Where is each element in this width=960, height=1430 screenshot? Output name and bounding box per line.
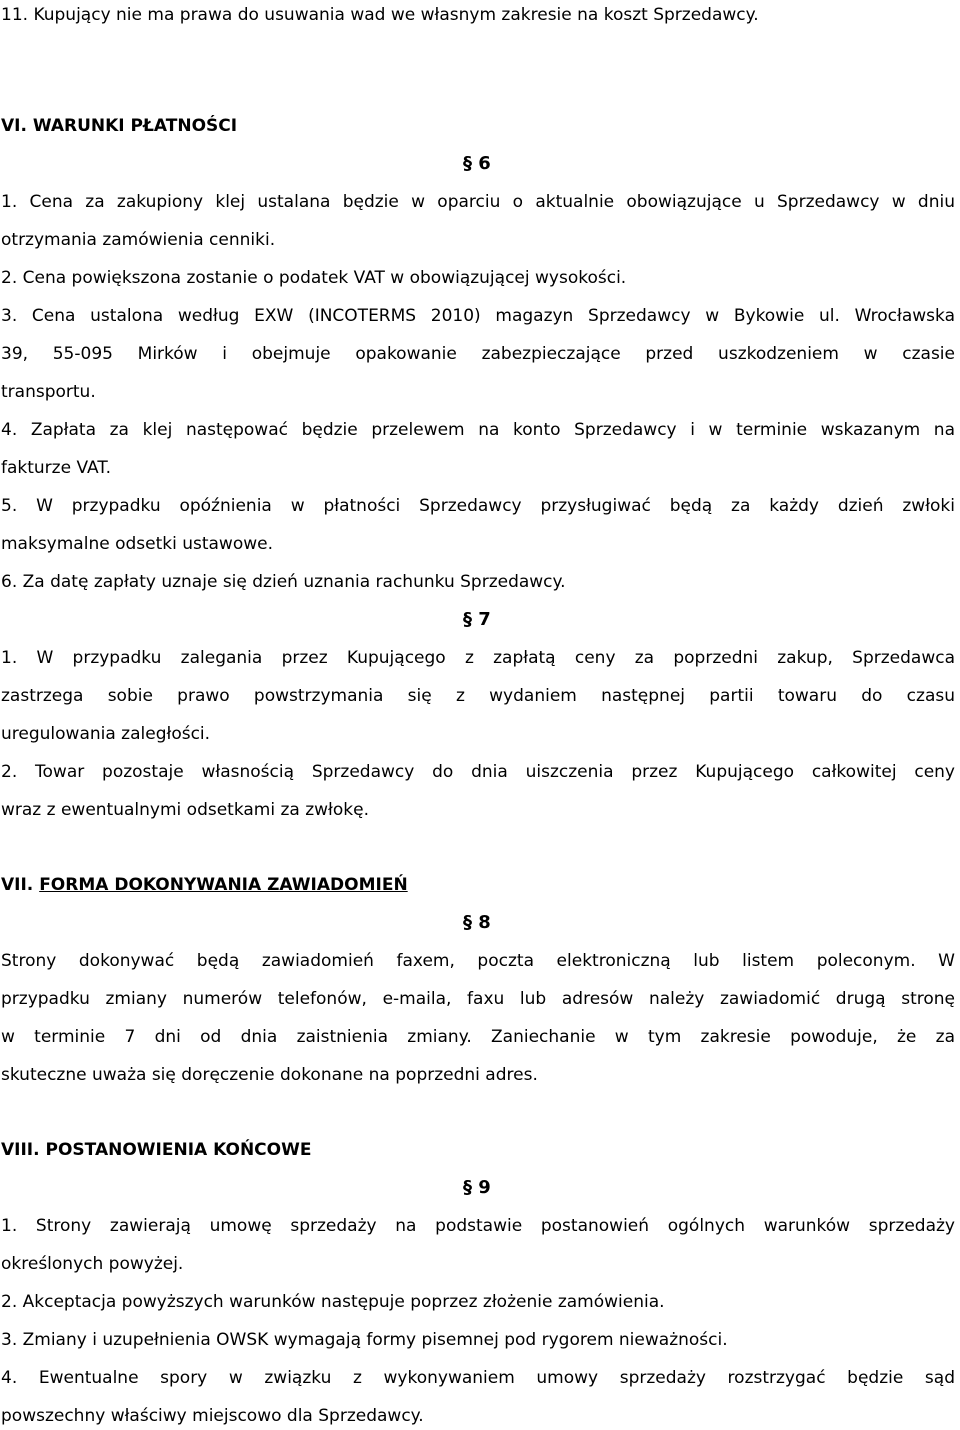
p8-line-2: przypadku zmiany numerów telefonów, e-maila, faxu lub adresów należy zawiadomić drugą stronę: [1, 989, 955, 1009]
paragraph-7-marker: § 7: [463, 609, 491, 630]
p9-item-4-line-2: powszechny właściwy miejscowo dla Sprzedawcy.: [1, 1406, 424, 1426]
p7-item-1-line-3: uregulowania zaległości.: [1, 724, 211, 744]
section-vii-number: VII.: [1, 875, 34, 895]
p8-line-4: skuteczne uważa się doręczenie dokonane na poprzedni adres.: [1, 1065, 538, 1085]
p6-item-5-line-2: maksymalne odsetki ustawowe.: [1, 534, 274, 554]
p6-item-4-line-2: fakturze VAT.: [1, 458, 112, 478]
p6-item-4-line-1: 4. Zapłata za klej następować będzie przelewem na konto Sprzedawcy i w terminie wskazanym na: [1, 420, 955, 440]
paragraph-6-marker: § 6: [463, 153, 491, 174]
p6-item-1-line-2: otrzymania zamówienia cenniki.: [1, 230, 276, 250]
paragraph-9-marker: § 9: [463, 1177, 491, 1198]
p6-item-5-line-1: 5. W przypadku opóźnienia w płatności Sprzedawcy przysługiwać będą za każdy dzień zwłoki: [1, 496, 955, 516]
p7-item-1-line-1: 1. W przypadku zalegania przez Kupującego z zapłatą ceny za poprzedni zakup, Sprzedawca: [1, 648, 955, 668]
p6-item-2: 2. Cena powiększona zostanie o podatek VAT w obowiązującej wysokości.: [1, 268, 627, 288]
p8-line-3: w terminie 7 dni od dnia zaistnienia zmiany. Zaniechanie w tym zakresie powoduje, że za: [1, 1027, 955, 1047]
p8-line-1: Strony dokonywać będą zawiadomień faxem, poczta elektroniczną lub listem poleconym. W: [1, 951, 955, 971]
p6-item-6: 6. Za datę zapłaty uznaje się dzień uznania rachunku Sprzedawcy.: [1, 572, 566, 592]
section-vii-heading: [1, 874, 408, 896]
p9-item-1-line-1: 1. Strony zawierają umowę sprzedaży na podstawie postanowień ogólnych warunków sprzedaży: [1, 1216, 955, 1236]
section-vi-heading: VI. WARUNKI PŁATNOŚCI: [1, 116, 238, 136]
clause-11: 11. Kupujący nie ma prawa do usuwania wad we własnym zakresie na koszt Sprzedawcy.: [1, 5, 759, 25]
p9-item-2: 2. Akceptacja powyższych warunków następuje poprzez złożenie zamówienia.: [1, 1292, 665, 1312]
p6-item-3-line-2: 39, 55-095 Mirków i obejmuje opakowanie zabezpieczające przed uszkodzeniem w czasie: [1, 344, 955, 364]
p6-item-3-line-3: transportu.: [1, 382, 96, 402]
p7-item-2-line-2: wraz z ewentualnymi odsetkami za zwłokę.: [1, 800, 369, 820]
p7-item-1-line-2: zastrzega sobie prawo powstrzymania się z wydaniem następnej partii towaru do czasu: [1, 686, 955, 706]
p6-item-1-line-1: 1. Cena za zakupiony klej ustalana będzie w oparciu o aktualnie obowiązujące u Sprzedawcy w dniu: [1, 192, 955, 212]
p6-item-3-line-1: 3. Cena ustalona według EXW (INCOTERMS 2010) magazyn Sprzedawcy w Bykowie ul. Wrocławska: [1, 306, 955, 326]
p7-item-2-line-1: 2. Towar pozostaje własnością Sprzedawcy do dnia uiszczenia przez Kupującego całkowitej ceny: [1, 762, 955, 782]
p9-item-1-line-2: określonych powyżej.: [1, 1254, 184, 1274]
p9-item-4-line-1: 4. Ewentualne spory w związku z wykonywaniem umowy sprzedaży rozstrzygać będzie sąd: [1, 1368, 955, 1388]
p9-item-3: 3. Zmiany i uzupełnienia OWSK wymagają formy pisemnej pod rygorem nieważności.: [1, 1330, 728, 1350]
section-vii-title: FORMA DOKONYWANIA ZAWIADOMIEŃ: [39, 875, 408, 895]
section-viii-heading: VIII. POSTANOWIENIA KOŃCOWE: [1, 1140, 312, 1160]
paragraph-8-marker: § 8: [463, 912, 491, 933]
